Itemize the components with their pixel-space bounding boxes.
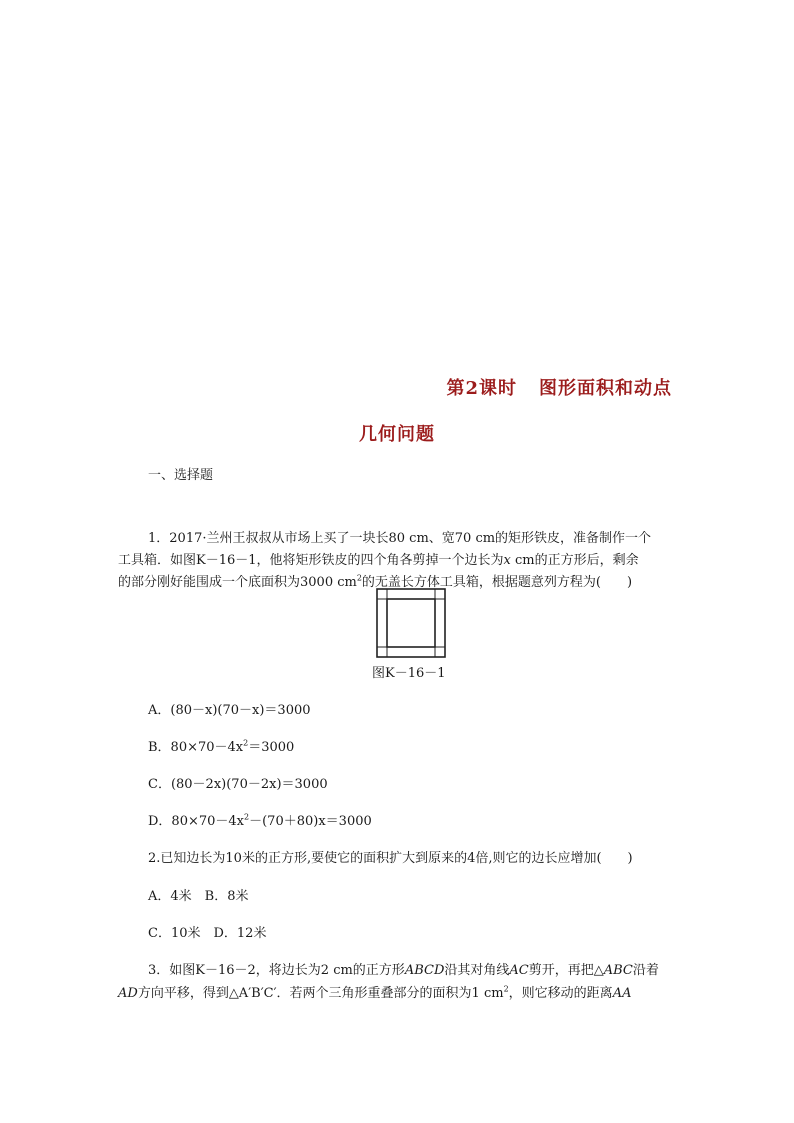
question-1-option-c: C．(80－2x)(70－2x)＝3000: [148, 777, 328, 792]
figure-caption: 图K－16－1: [372, 666, 446, 681]
question-1-line-3: 的部分刚好能围成一个底面积为3000 $cm^2$的无盖长方体工具箱，根据题意列方程为( ): [118, 573, 633, 590]
figure-k-16-1: [376, 588, 446, 658]
question-2: 2.已知边长为10米的正方形,要使它的面积扩大到原来的4倍,则它的边长应增加( ): [148, 851, 633, 866]
lesson-number: 第2课时: [446, 378, 517, 399]
section-heading: 一、选择题: [148, 468, 214, 483]
question-2-options-c-d: C．10米 D．12米: [148, 926, 267, 941]
question-1-option-d: D．$80\times 70-4x^2-(70+80)x=3000$: [148, 812, 372, 829]
question-3-line-1: 3．如图K－16－2，将边长为2 cm的正方形ABCD沿其对角线AC剪开，再把△ABC沿着: [148, 963, 659, 978]
question-3-line-2: AD方向平移，得到△A′B′C′．若两个三角形重叠部分的面积为1 $cm^2$，则它移动的距离AA: [118, 984, 632, 1001]
lesson-topic: 图形面积和动点: [539, 378, 672, 399]
question-1-option-a: A．(80－x)(70－x)＝3000: [148, 703, 311, 718]
lesson-title-continued: 几何问题: [359, 424, 435, 445]
question-2-options-a-b: A．4米 B．8米: [148, 889, 249, 904]
inner-base-border: [387, 599, 435, 647]
question-1-line-1: 1．2017·兰州王叔叔从市场上买了一块长80 cm、宽70 cm的矩形铁皮，准备制作一个: [148, 531, 652, 546]
question-1-option-b: B．$80\times 70-4x^2=3000$: [148, 738, 295, 755]
question-1-line-2: 工具箱．如图K－16－1，他将矩形铁皮的四个角各剪掉一个边长为x cm的正方形后，剩余: [118, 553, 639, 568]
lesson-title: [446, 374, 672, 400]
